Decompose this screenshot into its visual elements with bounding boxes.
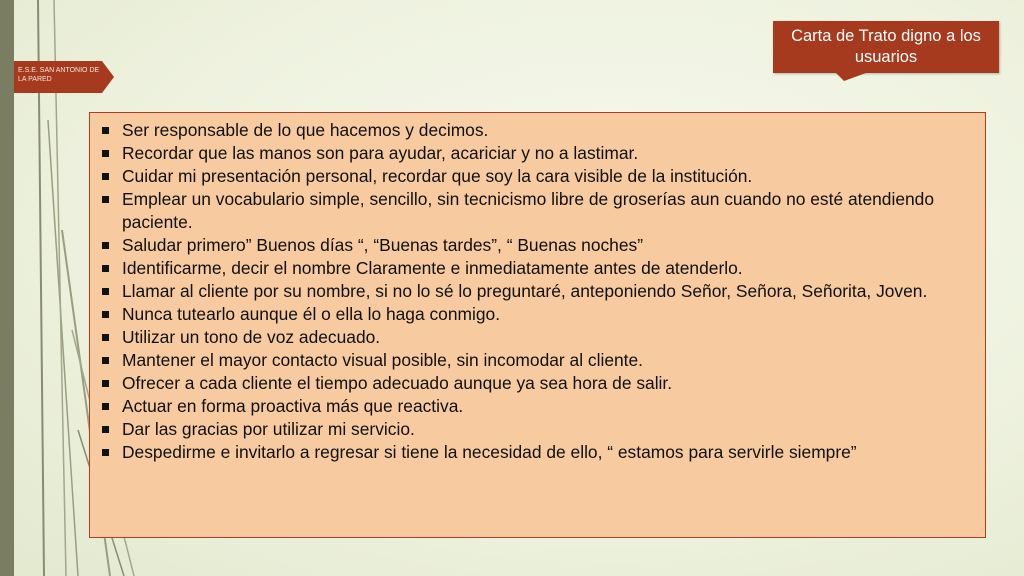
list-item [100,188,959,234]
list-item-text: Saludar primero” Buenos días “, “Buenas tardes”, “ Buenas noches” [122,235,644,255]
list-item-text: Despedirme e invitarlo a regresar si tiene la necesidad de ello, “ estamos para servirle siempre” [122,442,857,462]
square-bullet-icon [102,311,109,318]
list-item-text: Ser responsable de lo que hacemos y decimos. [122,120,489,140]
list-item-text: Ofrecer a cada cliente el tiempo adecuado aunque ya sea hora de salir. [122,373,673,393]
square-bullet-icon [102,242,109,249]
list-item [100,349,959,372]
list-item [100,418,959,441]
square-bullet-icon [102,357,109,364]
square-bullet-icon [102,196,109,203]
list-item-text: Dar las gracias por utilizar mi servicio. [122,419,415,439]
list-item-text: Identificarme, decir el nombre Claramente e inmediatamente antes de atenderlo. [122,258,743,278]
list-item [100,234,959,257]
square-bullet-icon [102,426,109,433]
list-item [100,142,959,165]
square-bullet-icon [102,449,109,456]
list-item-text: Cuidar mi presentación personal, recordar que soy la cara visible de la institución. [122,166,753,186]
square-bullet-icon [102,334,109,341]
list-item [100,280,959,303]
square-bullet-icon [102,265,109,272]
list-item [100,326,959,349]
list-item-text: Nunca tutearlo aunque él o ella lo haga conmigo. [122,304,501,324]
square-bullet-icon [102,150,109,157]
list-item [100,441,959,464]
list-item-text: Utilizar un tono de voz adecuado. [122,327,381,347]
list-item [100,165,959,188]
square-bullet-icon [102,288,109,295]
list-item [100,257,959,280]
list-item-text: Recordar que las manos son para ayudar, acariciar y no a lastimar. [122,143,639,163]
list-item-text: Llamar al cliente por su nombre, si no lo sé lo preguntaré, anteponiendo Señor, Señora, Señorita, Joven. [122,281,928,301]
square-bullet-icon [102,127,109,134]
slide-title: Carta de Trato digno a los usuarios [773,21,999,73]
title-pointer [836,73,866,81]
content-box [89,112,986,538]
left-decorative-bar [0,0,14,576]
organization-label: E.S.E. SAN ANTONIO DE LA PARED [18,67,100,83]
square-bullet-icon [102,403,109,410]
list-item [100,303,959,326]
list-item-text: Emplear un vocabulario simple, sencillo, sin tecnicismo libre de groserías aun cuando no esté atendiendo paciente. [122,189,935,232]
square-bullet-icon [102,380,109,387]
square-bullet-icon [102,173,109,180]
bullet-list [100,119,959,464]
list-item [100,372,959,395]
list-item-text: Mantener el mayor contacto visual posible, sin incomodar al cliente. [122,350,644,370]
list-item [100,395,959,418]
list-item-text: Actuar en forma proactiva más que reactiva. [122,396,464,416]
list-item [100,119,959,142]
